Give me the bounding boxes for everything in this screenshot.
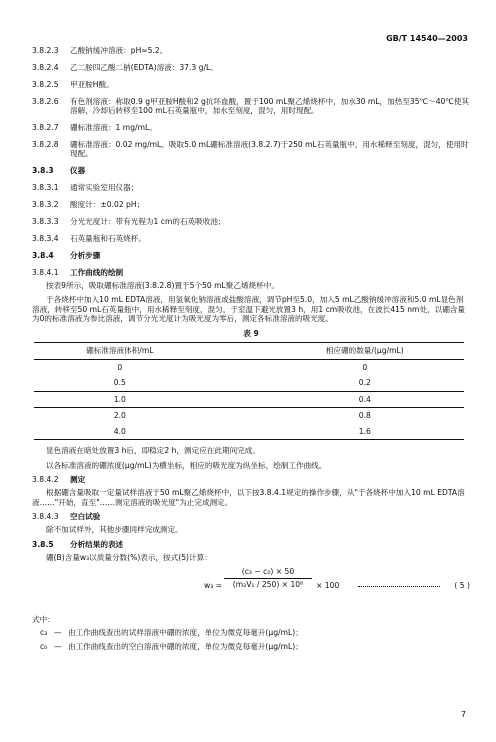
clause-number: 3.8.2.3 bbox=[32, 46, 59, 55]
header-volume: 硼标准溶液体积/mL bbox=[34, 343, 206, 359]
clause bbox=[32, 80, 470, 90]
clause-text: 乙二胺四乙酸二钠(EDTA)溶液：37.3 g/L。 bbox=[70, 63, 218, 72]
clause-number: 3.8.3.2 bbox=[32, 199, 59, 209]
clause-number: 3.8.3.3 bbox=[32, 216, 59, 226]
table-row bbox=[34, 424, 464, 440]
cell-boron: 0.8 bbox=[266, 408, 464, 424]
definition-text: 由工作曲线查出的空白溶液中硼的浓度，单位为微克每毫升(μg/mL)； bbox=[68, 642, 303, 652]
clause-number: 3.8.3.1 bbox=[32, 182, 59, 192]
clause bbox=[32, 200, 470, 210]
clause-number: 3.8.4.2 bbox=[32, 475, 59, 485]
clause-text: 酸度计：±0.02 pH； bbox=[70, 199, 145, 209]
standard-code: GB/T 14540—2003 bbox=[386, 34, 468, 43]
clause-number: 3.8.4.3 bbox=[32, 512, 59, 522]
clause-number: 3.8.2.7 bbox=[32, 122, 59, 132]
cell-volume: 1.0 bbox=[34, 391, 206, 407]
clause-title: 分析步骤 bbox=[70, 250, 101, 260]
paragraph: 按表9所示，吸取硼标准溶液(3.8.2.8)置于5个50 mL聚乙烯烧杯中。 bbox=[46, 280, 279, 290]
paragraph: 除不加试样外，其他步骤同样完成测定。 bbox=[46, 525, 183, 535]
equation-number: ( 5 ) bbox=[454, 581, 470, 591]
definition-dash: — bbox=[54, 627, 62, 637]
cell-spacer bbox=[206, 424, 266, 440]
clause bbox=[32, 97, 470, 116]
formula-numerator: (c₃ − c₀) × 50 bbox=[224, 567, 312, 578]
clause bbox=[32, 140, 470, 159]
clause bbox=[32, 217, 470, 227]
clause-heading bbox=[32, 475, 470, 485]
cell-volume: 2.0 bbox=[34, 408, 206, 424]
clause-number: 3.8.5 bbox=[32, 539, 54, 549]
definition-text: 由工作曲线查出的试样溶液中硼的浓度，单位为微克每毫升(μg/mL)； bbox=[68, 627, 303, 637]
standards-table bbox=[34, 342, 464, 440]
clause-number: 3.8.4 bbox=[32, 250, 54, 260]
cell-spacer bbox=[206, 391, 266, 407]
clause-title: 空白试验 bbox=[70, 512, 101, 522]
cell-boron: 0 bbox=[362, 362, 368, 372]
clause-number: 3.8.2.5 bbox=[32, 80, 59, 89]
formula-5 bbox=[32, 567, 470, 609]
cell-boron: 1.6 bbox=[266, 424, 464, 440]
cell-spacer bbox=[206, 359, 266, 375]
clause-title: 工作曲线的绘制 bbox=[70, 267, 124, 277]
header-spacer bbox=[206, 343, 266, 359]
table-title: 表 9 bbox=[243, 328, 259, 338]
cell-volume: 4.0 bbox=[34, 424, 206, 440]
clause bbox=[32, 46, 470, 56]
paragraph: 以各标准溶液的硼浓度(μg/mL)为横坐标，相应的吸光度为纵坐标，绘制工作曲线。 bbox=[46, 460, 327, 470]
definition-symbol: c₃ bbox=[40, 627, 48, 637]
clause-text: 甲亚胺H酸。 bbox=[70, 80, 114, 89]
clause-number: 3.8.2.8 bbox=[32, 139, 59, 149]
paragraph: 根据硼含量吸取一定量试样溶液于50 mL聚乙烯烧杯中，以下按3.8.4.1规定的操作步骤，从"于各烧杯中加入10 mL EDTA溶液……"开始，直至"……测定溶液的吸光度"为止完成测定。 bbox=[32, 488, 465, 507]
clause-number: 3.8.3.4 bbox=[32, 233, 59, 243]
where-label: 式中： bbox=[32, 615, 55, 625]
cell-volume: 0.5 bbox=[113, 378, 126, 388]
clause-heading bbox=[32, 166, 470, 176]
clause-text: 乙酸钠缓冲溶液：pH≈5.2。 bbox=[70, 46, 168, 55]
clause bbox=[32, 63, 470, 73]
leader-dots bbox=[358, 586, 440, 587]
clause-number: 3.8.4.1 bbox=[32, 267, 59, 277]
clause-title: 测定 bbox=[70, 475, 86, 485]
paragraph: 硼(B)含量w₃以质量分数(%)表示，按式(5)计算： bbox=[46, 552, 212, 562]
paragraph: 显色溶液在暗处放置3 h后，即稳定2 h，测定应在此期间完成。 bbox=[46, 446, 260, 456]
cell-spacer bbox=[206, 375, 266, 391]
formula-fraction bbox=[224, 567, 312, 589]
definition-dash: — bbox=[54, 642, 62, 652]
clause-number: 3.8.2.4 bbox=[32, 63, 59, 72]
formula-denominator: (m₃V₁ / 250) × 10⁶ bbox=[232, 579, 304, 589]
clause-heading bbox=[32, 251, 470, 261]
definition-item bbox=[32, 628, 470, 637]
clause-text: 有色剂溶液：称取0.9 g甲亚胺H酸和2 g抗坏血酸，置于100 mL聚乙烯烧杯中，加水30 mL，加热至35℃～40℃使其溶解，冷却后转移至100 mL石英量瓶中，加水至刻度，混匀，用时现配。 bbox=[70, 97, 470, 116]
clause-text: 分光光度计：带有光程为1 cm的石英吸收池； bbox=[70, 216, 226, 226]
definition-symbol: c₀ bbox=[40, 642, 48, 652]
page-number: 7 bbox=[460, 710, 466, 719]
table-row bbox=[34, 375, 464, 391]
definition-item bbox=[32, 642, 470, 651]
table-row bbox=[34, 408, 464, 424]
formula-lhs: w₃ = bbox=[204, 581, 223, 591]
clause-title: 分析结果的表述 bbox=[70, 539, 124, 549]
clause-text: 硼标准溶液：1 mg/mL。 bbox=[70, 122, 157, 132]
clause-number: 3.8.3 bbox=[32, 165, 54, 175]
clause bbox=[32, 123, 470, 133]
cell-spacer bbox=[206, 408, 266, 424]
clause bbox=[32, 234, 470, 244]
clause-text: 通常实验室用仪器； bbox=[70, 182, 139, 192]
clause-heading bbox=[32, 540, 470, 550]
cell-volume: 0 bbox=[117, 362, 123, 372]
clause-title: 仪器 bbox=[70, 165, 86, 175]
page-content bbox=[32, 46, 470, 657]
clause-heading bbox=[32, 268, 470, 278]
table-row bbox=[34, 359, 464, 375]
clause-text: 石英量瓶和石英烧杯。 bbox=[70, 233, 146, 243]
table-row bbox=[34, 391, 464, 407]
clause-text: 硼标准溶液：0.02 mg/mL。吸取5.0 mL硼标准溶液(3.8.2.7)于250 mL石英量瓶中，用水稀释至刻度，混匀，使用时现配。 bbox=[70, 139, 469, 159]
cell-boron: 0.2 bbox=[358, 378, 371, 388]
clause-number: 3.8.2.6 bbox=[32, 97, 59, 106]
clause bbox=[32, 183, 470, 193]
paragraph: 于各烧杯中加入10 mL EDTA溶液，用氢氧化钠溶液或盐酸溶液，调节pH至5.0，加入5 mL乙酸钠缓冲溶液和5.0 mL显色剂溶液，转移至50 mL石英量瓶中，用水稀释至刻度，混匀，于室温下避光放置3 h，用1 cm吸收池，在波长415 nm处，以硼含量为0的标准溶液为参比溶液，调节分光光度计为吸光度为零后，测定各标准溶液的吸光度。 bbox=[32, 295, 466, 324]
formula-multiplier: × 100 bbox=[316, 581, 340, 591]
cell-boron: 0.4 bbox=[266, 391, 464, 407]
table-header-row bbox=[34, 343, 464, 359]
header-boron: 相应硼的数量/(μg/mL) bbox=[266, 343, 464, 359]
clause-heading bbox=[32, 512, 470, 522]
